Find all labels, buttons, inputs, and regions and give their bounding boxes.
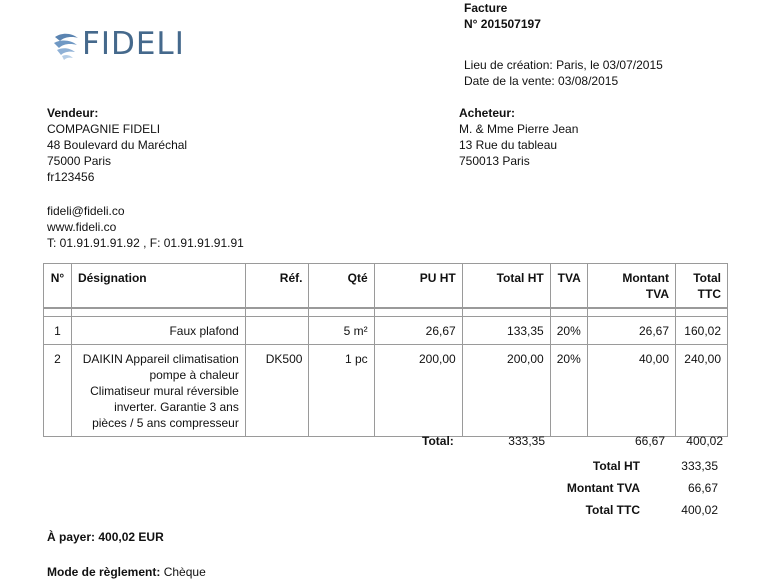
seller-name: COMPAGNIE FIDELI <box>47 122 161 136</box>
totals-total-ttc: 400,02 <box>686 434 723 448</box>
col-header-designation: Désignation <box>71 264 245 309</box>
cell-ref: DK500 <box>245 344 309 436</box>
cell-num: 1 <box>44 316 72 344</box>
cell-designation <box>71 316 245 344</box>
buyer-block <box>459 105 578 169</box>
buyer-name: M. & Mme Pierre Jean <box>459 122 579 136</box>
logo-wordmark: FIDELI <box>82 26 185 62</box>
fan-logo-icon <box>52 28 82 62</box>
cell-pu-ht: 200,00 <box>374 344 462 436</box>
summary-value: 333,35 <box>681 459 718 473</box>
col-header-ref: Réf. <box>245 264 309 309</box>
totals-montant-tva: 66,67 <box>634 434 665 448</box>
col-header-tva: TVA <box>550 264 587 309</box>
cell-tva: 20% <box>550 344 587 436</box>
designation-line: Climatiseur mural réversible <box>90 383 239 398</box>
table-totals-row <box>43 433 728 451</box>
cell-total-ht: 133,35 <box>462 316 550 344</box>
col-header-montant-tva-line1: Montant <box>622 271 670 285</box>
payment-method-value: Chèque <box>163 565 206 579</box>
buyer-city: 750013 Paris <box>459 154 530 168</box>
buyer-street: 13 Rue du tableau <box>459 138 558 152</box>
summary-label: Total HT <box>592 459 640 473</box>
totals-label: Total: <box>422 434 454 448</box>
invoice-title: Facture <box>464 1 508 15</box>
cell-qty: 1 pc <box>309 344 374 436</box>
summary-row-total-ht <box>520 458 728 480</box>
designation-line: pompe à chaleur <box>149 367 239 382</box>
amount-due-label: À payer: <box>47 530 96 544</box>
totals-total-ht: 333,35 <box>508 434 545 448</box>
seller-street: 48 Boulevard du Maréchal <box>47 138 188 152</box>
cell-num: 2 <box>44 344 72 436</box>
col-header-pu-ht: PU HT <box>374 264 462 309</box>
seller-city: 75000 Paris <box>47 154 112 168</box>
col-header-total-ttc-line1: Total <box>693 271 721 285</box>
company-logo <box>52 28 202 62</box>
amount-due <box>47 529 164 545</box>
amount-due-value: 400,02 EUR <box>98 530 164 544</box>
designation-line: pièces / 5 ans compresseur <box>92 415 239 430</box>
seller-phone-fax: T: 01.91.91.91.92 , F: 01.91.91.91.91 <box>47 236 244 250</box>
cell-montant-tva: 40,00 <box>587 344 675 436</box>
seller-block <box>47 105 187 185</box>
items-table <box>43 263 728 437</box>
sale-date: Date de la vente: 03/08/2015 <box>464 74 619 88</box>
col-header-num: N° <box>44 264 72 309</box>
summary-row-total-ttc <box>520 502 728 524</box>
invoice-header <box>464 0 541 32</box>
cell-ref <box>245 316 309 344</box>
totals-summary <box>520 458 728 524</box>
cell-montant-tva: 26,67 <box>587 316 675 344</box>
table-row <box>44 316 728 344</box>
cell-total-ttc: 160,02 <box>676 316 728 344</box>
table-header-row <box>44 264 728 309</box>
seller-contact <box>47 203 244 251</box>
cell-designation <box>71 344 245 436</box>
cell-total-ht: 200,00 <box>462 344 550 436</box>
buyer-heading: Acheteur: <box>459 106 516 120</box>
summary-value: 400,02 <box>681 503 718 517</box>
designation-line: Faux plafond <box>169 323 239 338</box>
payment-method-label: Mode de règlement: <box>47 565 161 579</box>
summary-value: 66,67 <box>687 481 718 495</box>
cell-qty: 5 m² <box>309 316 374 344</box>
summary-row-montant-tva <box>520 480 728 502</box>
seller-id: fr123456 <box>47 170 95 184</box>
cell-tva: 20% <box>550 316 587 344</box>
cell-total-ttc: 240,00 <box>676 344 728 436</box>
col-header-montant-tva <box>587 264 675 309</box>
summary-label: Montant TVA <box>566 481 640 495</box>
summary-label: Total TTC <box>585 503 640 517</box>
seller-heading: Vendeur: <box>47 106 99 120</box>
invoice-dates <box>464 57 663 89</box>
designation-line: inverter. Garantie 3 ans <box>114 399 239 414</box>
cell-pu-ht: 26,67 <box>374 316 462 344</box>
table-row <box>44 344 728 436</box>
seller-email: fideli@fideli.co <box>47 204 125 218</box>
col-header-qty: Qté <box>309 264 374 309</box>
payment-method <box>47 564 206 579</box>
invoice-number: N° 201507197 <box>464 17 541 31</box>
col-header-total-ht: Total HT <box>462 264 550 309</box>
creation-place-date: Lieu de création: Paris, le 03/07/2015 <box>464 58 663 72</box>
col-header-total-ttc-line2: TTC <box>697 287 721 301</box>
designation-line: DAIKIN Appareil climatisation <box>82 351 239 366</box>
seller-website: www.fideli.co <box>47 220 117 234</box>
col-header-total-ttc <box>676 264 728 309</box>
col-header-montant-tva-line2: TVA <box>645 287 670 301</box>
